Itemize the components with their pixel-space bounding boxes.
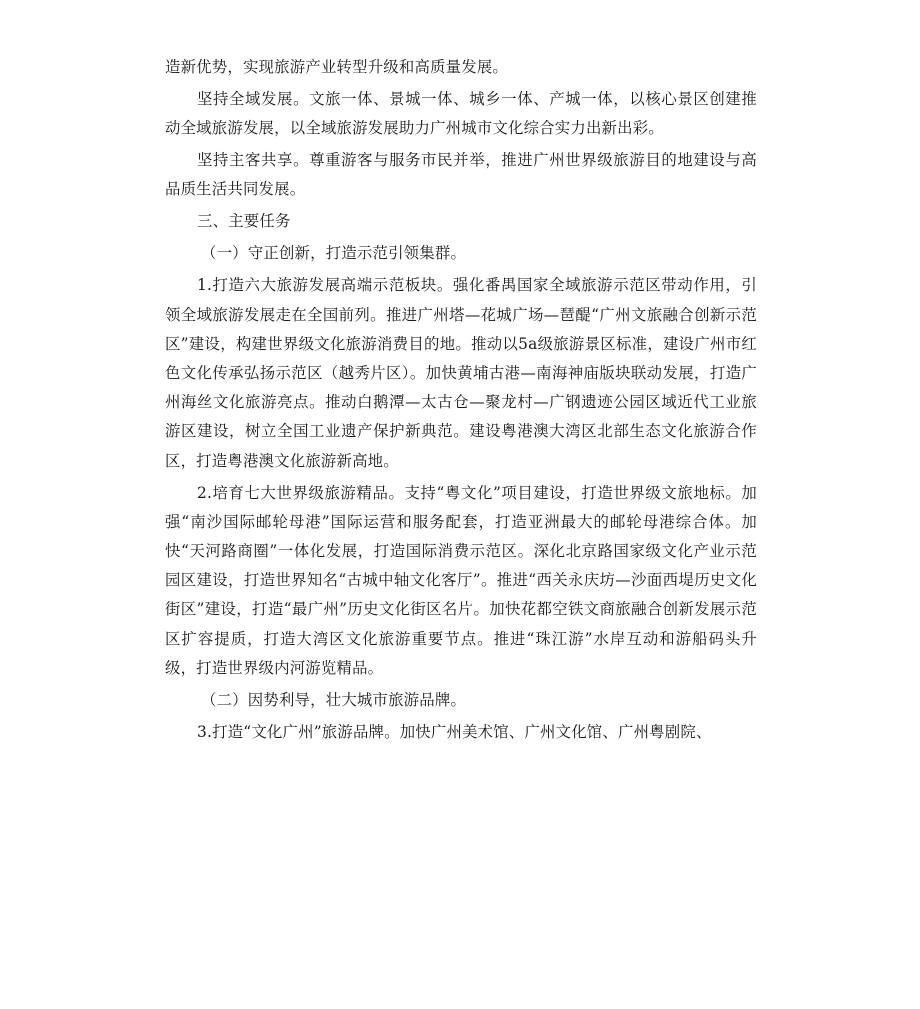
paragraph-item-3: 3.打造“文化广州”旅游品牌。加快广州美术馆、广州文化馆、广州粤剧院、 [197, 722, 712, 741]
subsection-heading-2: （二）因势利导，壮大城市旅游品牌。 [201, 690, 467, 709]
paragraph-host-guest-sharing: 坚持主客共享。尊重游客与服务市民并举，推进广州世界级旅游目的地建设与高品质生活共同发展。 [165, 151, 757, 199]
subsection-heading-1: （一）守正创新，打造示范引领集群。 [201, 244, 467, 263]
paragraph-continuation: 造新优势，实现旅游产业转型升级和高质量发展。 [165, 58, 508, 76]
paragraph-item-2: 2.培育七大世界级旅游精品。支持“粤文化”项目建设，打造世界级文旅地标。加强“南沙国际邮轮母港”国际运营和服务配套，打造亚洲最大的邮轮母港综合体。加快“天河路商圈”一体化发展，打造国际消费示范区。深化北京路国家级文化产业示范园区建设，打造世界知名“古城中轴文化客厅”。推进“西关永庆坊—沙面西堤历史文化街区”建设，打造“最广州”历史文化街区名片。加快花都空铁文商旅融合创新发展示范区扩容提质，打造大湾区文化旅游重要节点。推进“珠江游”水岸互动和游船码头升级，打造世界级内河游览精品。 [165, 483, 757, 677]
paragraph-item-1: 1.打造六大旅游发展高端示范板块。强化番禺国家全域旅游示范区带动作用，引领全域旅游发展走在全国前列。推进广州塔—花城广场—琶醍“广州文旅融合创新示范区”建设，构建世界级文化旅游消费目的地。推动以5a级旅游景区标准，建设广州市红色文化传承弘扬示范区（越秀片区）。加快黄埔古港—南海神庙版块联动发展，打造广州海丝文化旅游亮点。推动白鹅潭—太古仓—聚龙村—广钢遗迹公园区域近代工业旅游区建设，树立全国工业遗产保护新典范。建设粤港澳大湾区北部生态文化旅游合作区，打造粤港澳文化旅游新高地。 [165, 276, 757, 470]
paragraph-whole-area-development: 坚持全域发展。文旅一体、景城一体、城乡一体、产城一体，以核心景区创建推动全域旅游发展，以全域旅游发展助力广州城市文化综合实力出新出彩。 [165, 90, 757, 138]
section-heading-main-tasks: 三、主要任务 [197, 212, 291, 231]
document-body [165, 53, 757, 750]
